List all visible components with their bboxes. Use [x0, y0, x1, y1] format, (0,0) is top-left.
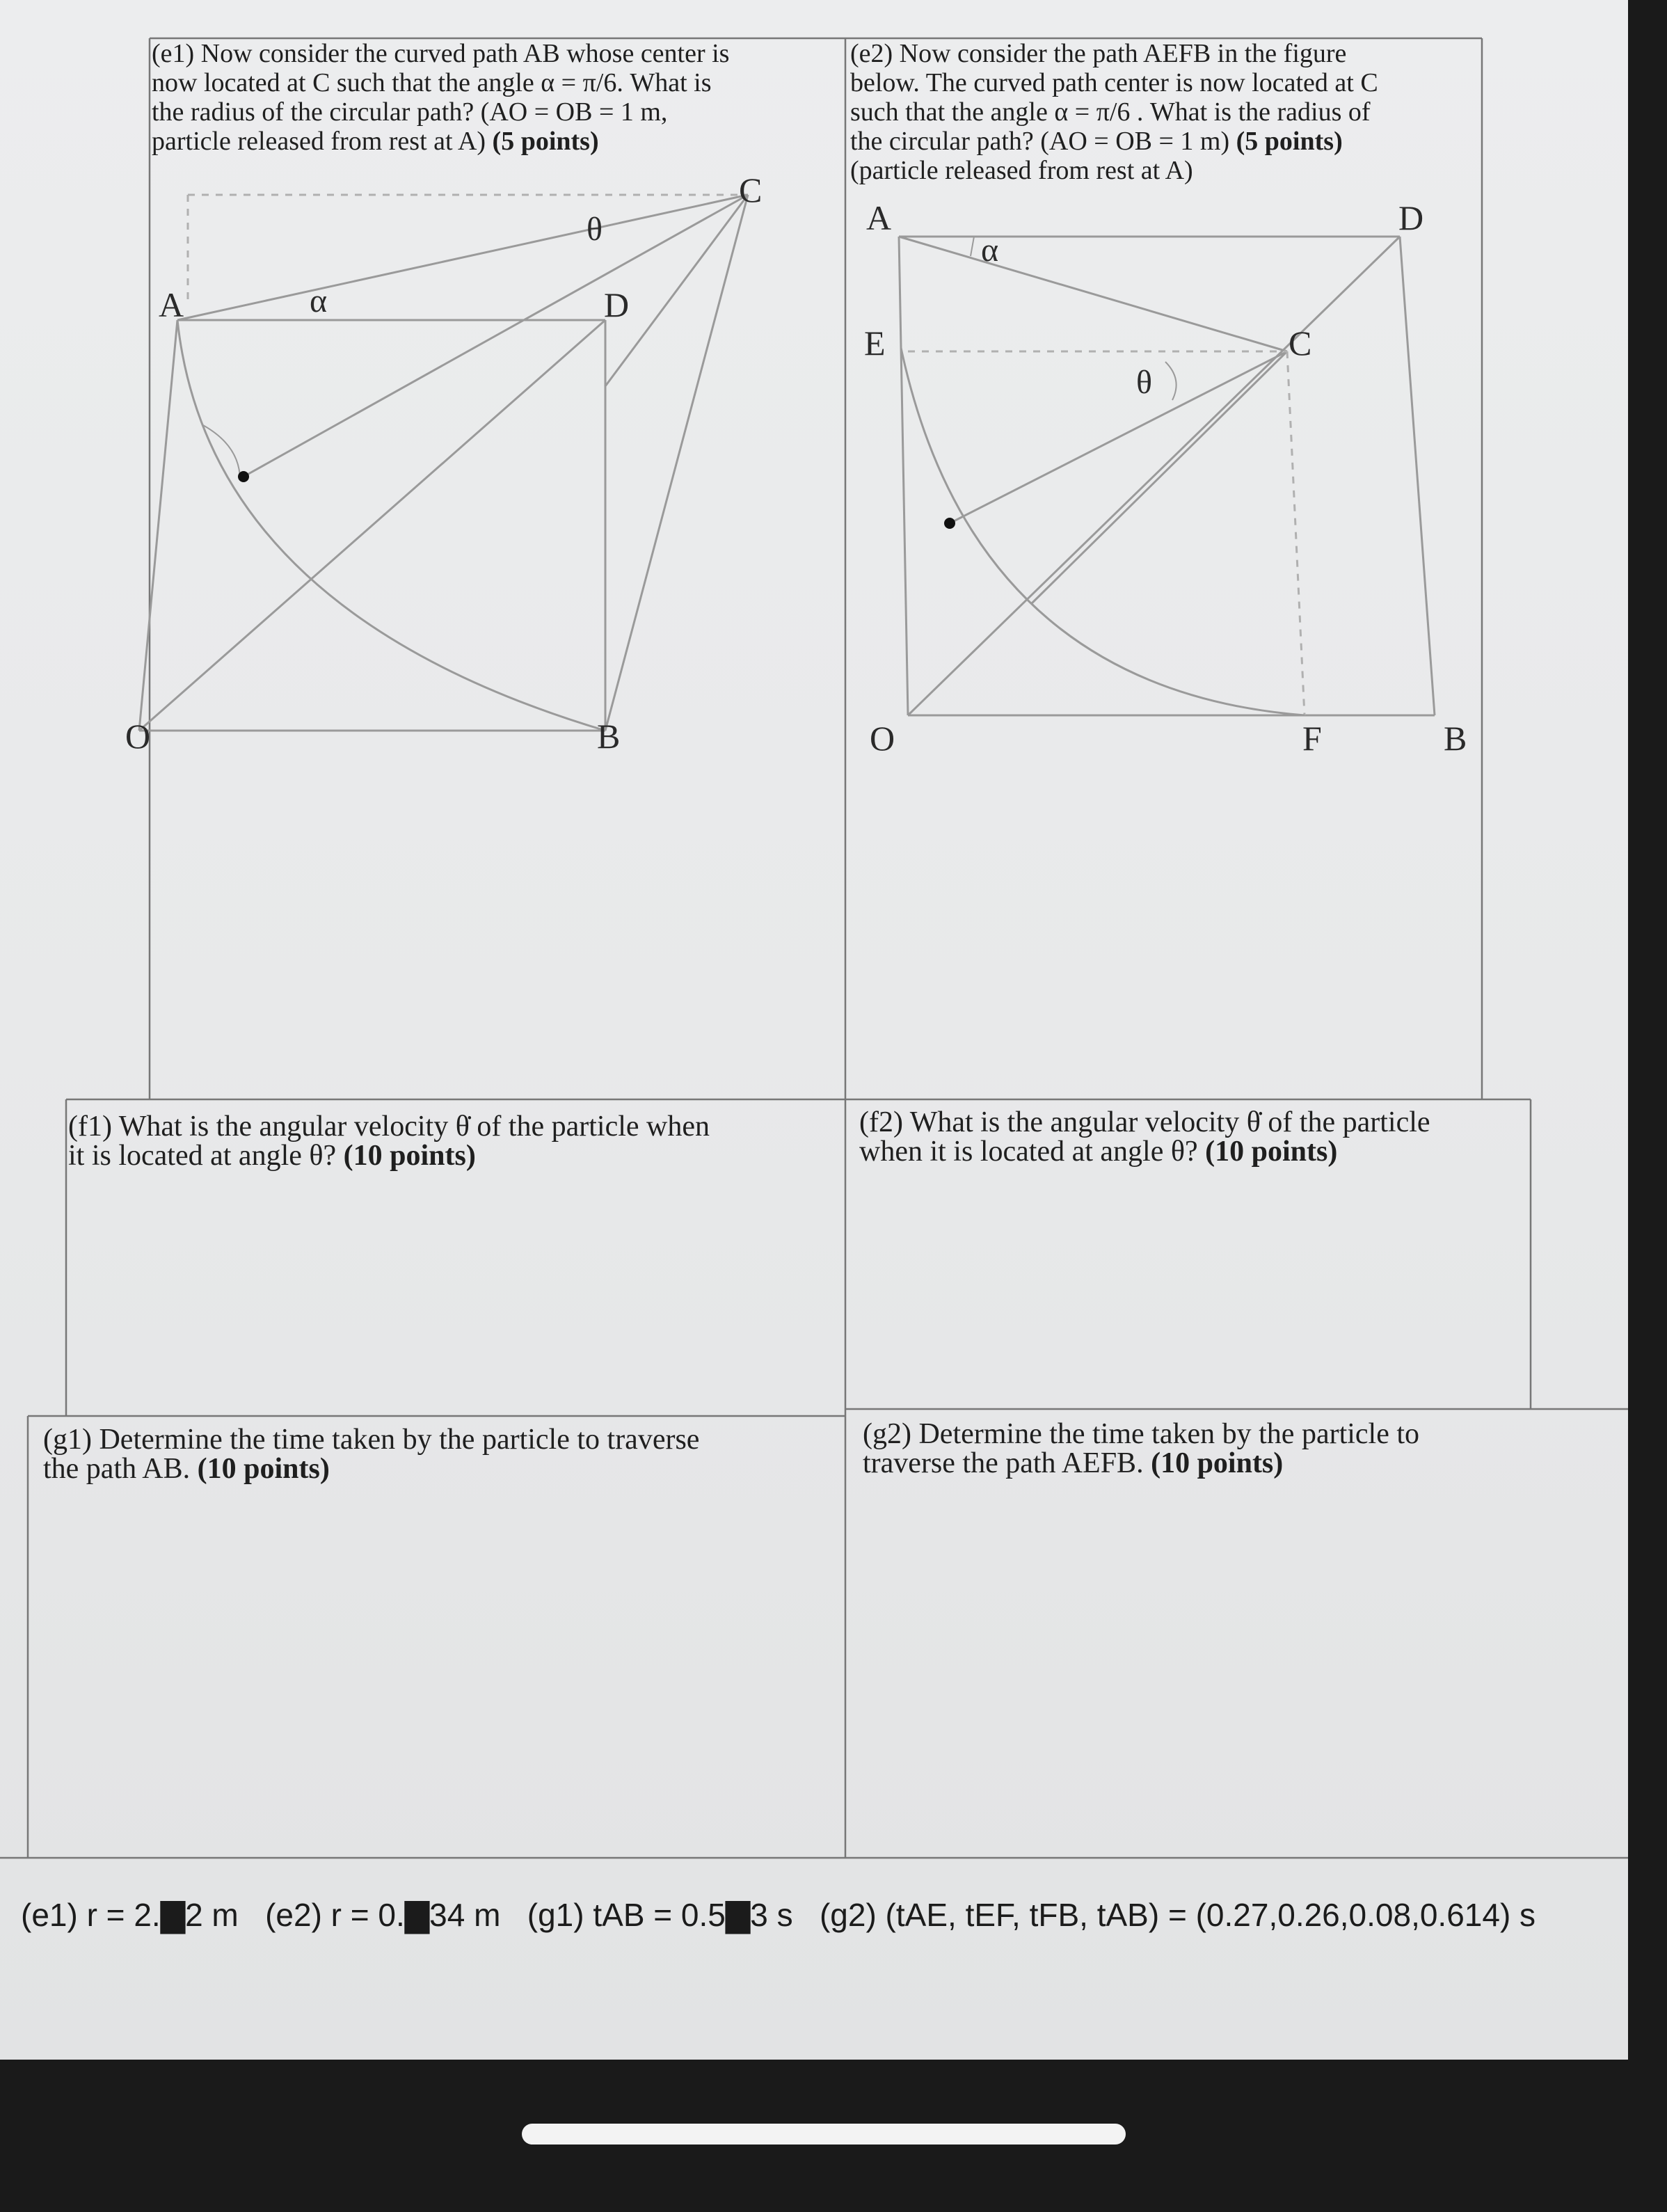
question-f2-text: (f2) What is the angular velocity θ̇ of the particle when it is located at angle θ?: [859, 1106, 1430, 1168]
question-g2-text: (g2) Determine the time taken by the particle to traverse the path AEFB.: [863, 1418, 1420, 1479]
question-g2-points: (10 points): [1151, 1447, 1284, 1479]
question-f1: [68, 1112, 834, 1170]
question-g2: [863, 1419, 1628, 1478]
fig1-label-b: B: [597, 717, 621, 756]
fig2-label-alpha: α: [981, 232, 999, 269]
question-f2-points: (10 points): [1205, 1136, 1338, 1168]
question-e2-text: (e2) Now consider the path AEFB in the figure below. The curved path center is now located at C such that the angle α = π/6 . What is the radius of the circular path? (AO = OB = 1 m): [850, 39, 1378, 156]
fig1-label-o: O: [125, 717, 151, 756]
home-indicator[interactable]: [522, 2124, 1126, 2145]
question-g1-text: (g1) Determine the time taken by the particle to traverse the path AB.: [43, 1424, 700, 1485]
fig2-label-b: B: [1444, 719, 1467, 758]
question-f1-points: (10 points): [343, 1140, 476, 1172]
fig2-label-d: D: [1398, 198, 1424, 237]
question-g1-points: (10 points): [197, 1453, 330, 1485]
fig1-label-alpha: α: [310, 283, 328, 319]
fig2-label-theta: θ: [1136, 364, 1152, 401]
question-e2-tail: (particle released from rest at A): [850, 156, 1193, 185]
question-e1-points: (5 points): [492, 127, 599, 156]
question-f2: [859, 1108, 1527, 1166]
answer-key: [21, 1896, 1536, 1934]
fig1-label-c: C: [739, 170, 763, 209]
fig2-label-o: O: [870, 719, 895, 758]
answer-e1: (e1) r = 2.▇2 m: [21, 1897, 239, 1933]
fig2-label-a: A: [866, 198, 892, 237]
fig1-label-d: D: [604, 285, 630, 324]
question-e1-text: (e1) Now consider the curved path AB whose center is now located at C such that the angle α = π/6. What is the radius of the circular path? (AO = OB = 1 m, particle released from rest at A): [152, 39, 730, 156]
fig2-label-f: F: [1302, 719, 1322, 758]
question-e2-points: (5 points): [1236, 127, 1343, 156]
question-g1: [43, 1425, 843, 1483]
question-f1-text: (f1) What is the angular velocity θ̇ of the particle when it is located at angle θ?: [68, 1111, 710, 1172]
fig1-label-theta: θ: [587, 211, 603, 248]
fig2-label-c: C: [1289, 324, 1312, 363]
fig2-label-e: E: [864, 324, 886, 363]
fig1-label-a: A: [159, 285, 184, 324]
answer-g2: (g2) (tAE, tEF, tFB, tAB) = (0.27,0.26,0.08,0.614) s: [819, 1897, 1536, 1933]
answer-g1: (g1) tAB = 0.5▇3 s: [527, 1897, 793, 1933]
answer-e2: (e2) r = 0.▇34 m: [265, 1897, 501, 1933]
